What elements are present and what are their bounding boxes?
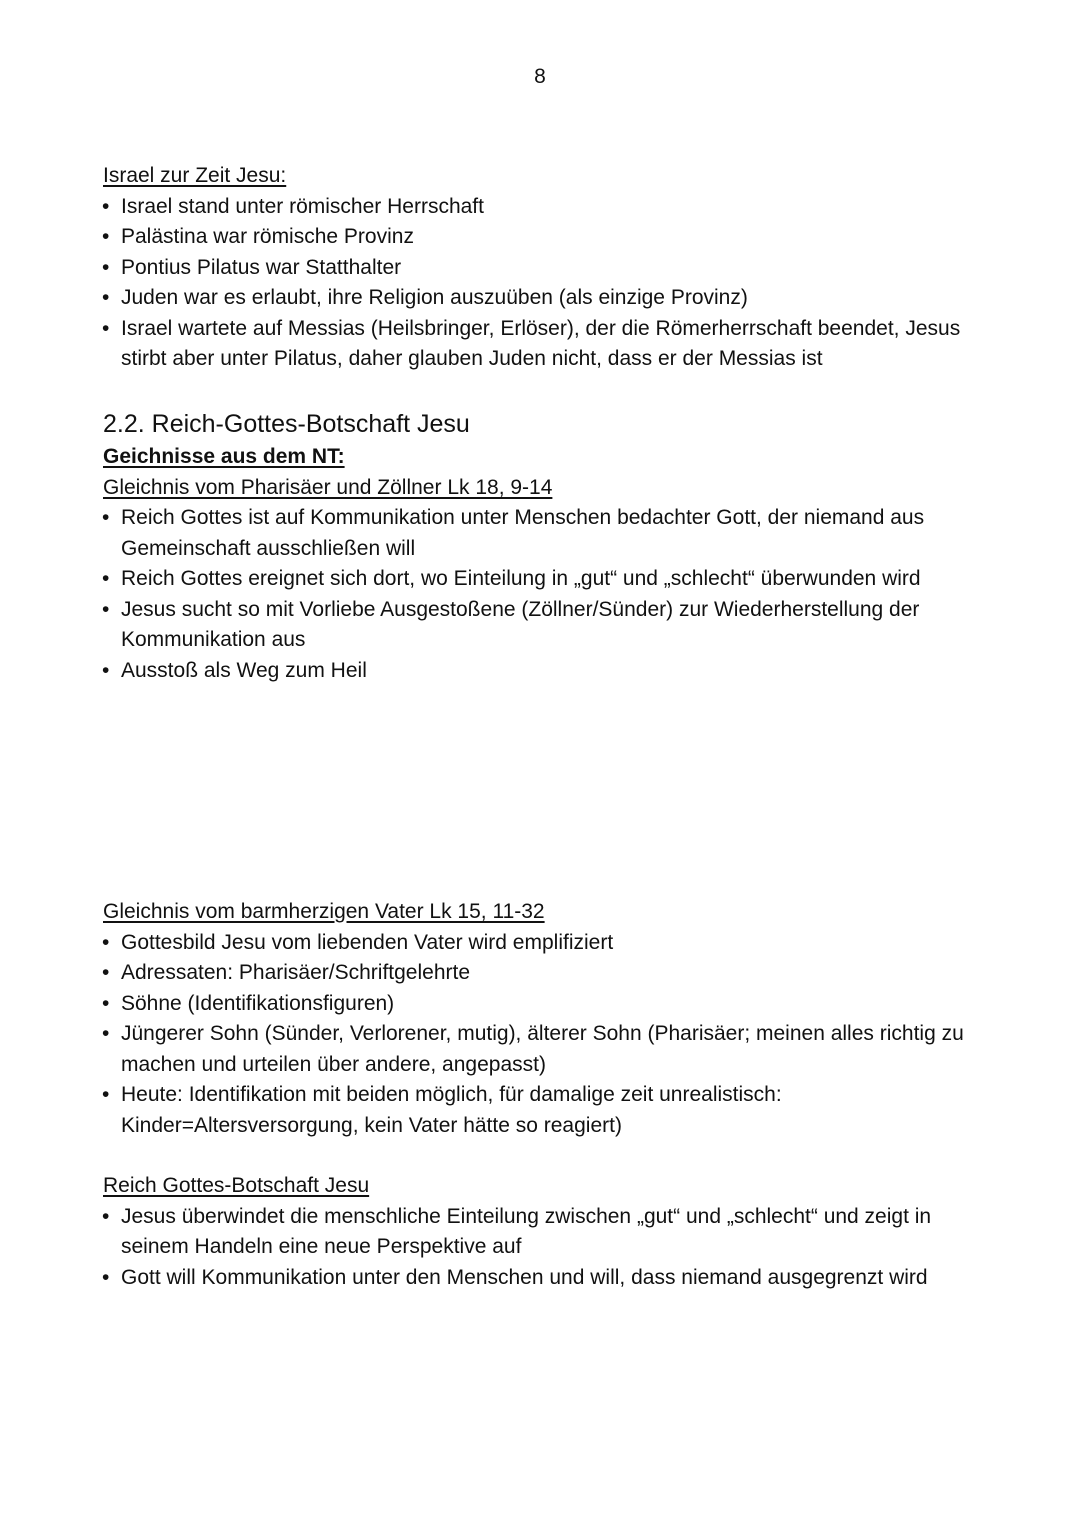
list-item: • Juden war es erlaubt, ihre Religion auszuüben (als einzige Provinz)	[103, 283, 983, 314]
list-item: • Söhne (Identifikationsfiguren)	[103, 989, 983, 1020]
list-item: • Heute: Identifikation mit beiden möglich, für damalige zeit unrealistisch: Kinder=Altersversorgung, kein Vater hätte so reagiert)	[103, 1080, 983, 1141]
subheading-gleichnisse: Geichnisse aus dem NT:	[103, 445, 345, 468]
parable-title-vater: Gleichnis vom barmherzigen Vater Lk 15, 11-32	[103, 900, 545, 923]
summary-bullet-list	[103, 1202, 983, 1294]
list-item: • Jesus überwindet die menschliche Einteilung zwischen „gut“ und „schlecht“ und zeigt in seinem Handeln eine neue Perspektive auf	[103, 1202, 983, 1263]
vater-bullet-list	[103, 928, 983, 1142]
section-barmherziger-vater	[103, 897, 983, 1141]
list-item: • Jesus sucht so mit Vorliebe Ausgestoßene (Zöllner/Sünder) zur Wiederherstellung der Kommunikation aus	[103, 595, 983, 656]
israel-bullet-list	[103, 192, 983, 375]
section-heading: 2.2. Reich-Gottes-Botschaft Jesu	[103, 410, 470, 438]
summary-title: Reich Gottes-Botschaft Jesu	[103, 1174, 370, 1197]
list-item: • Pontius Pilatus war Statthalter	[103, 253, 983, 284]
parable-title-pharisaeer: Gleichnis vom Pharisäer und Zöllner Lk 18, 9-14	[103, 475, 553, 499]
list-item: • Ausstoß als Weg zum Heil	[103, 656, 983, 687]
list-item: • Jüngerer Sohn (Sünder, Verlorener, mutig), älterer Sohn (Pharisäer; meinen alles richtig zu machen und urteilen über andere, angepasst)	[103, 1019, 983, 1080]
list-item: • Israel stand unter römischer Herrschaft	[103, 192, 983, 223]
list-item: • Reich Gottes ereignet sich dort, wo Einteilung in „gut“ und „schlecht“ überwunden wird	[103, 564, 983, 595]
list-item: • Reich Gottes ist auf Kommunikation unter Menschen bedachter Gott, der niemand aus Gemeinschaft ausschließen will	[103, 503, 983, 564]
list-item: • Palästina war römische Provinz	[103, 222, 983, 253]
section-israel	[103, 161, 983, 375]
list-item: • Gott will Kommunikation unter den Menschen und will, dass niemand ausgegrenzt wird	[103, 1263, 983, 1294]
page-number: 8	[534, 65, 546, 88]
section-summary	[103, 1171, 983, 1293]
list-item: • Israel wartete auf Messias (Heilsbringer, Erlöser), der die Römerherrschaft beendet, Jesus stirbt aber unter Pilatus, daher glauben Juden nicht, dass er der Messias ist	[103, 314, 983, 375]
pharisaeer-bullet-list	[103, 503, 983, 686]
list-item: • Adressaten: Pharisäer/Schriftgelehrte	[103, 958, 983, 989]
section-reich-gottes	[103, 408, 983, 686]
list-item: • Gottesbild Jesu vom liebenden Vater wird emplifiziert	[103, 928, 983, 959]
section-title-israel: Israel zur Zeit Jesu:	[103, 164, 287, 187]
